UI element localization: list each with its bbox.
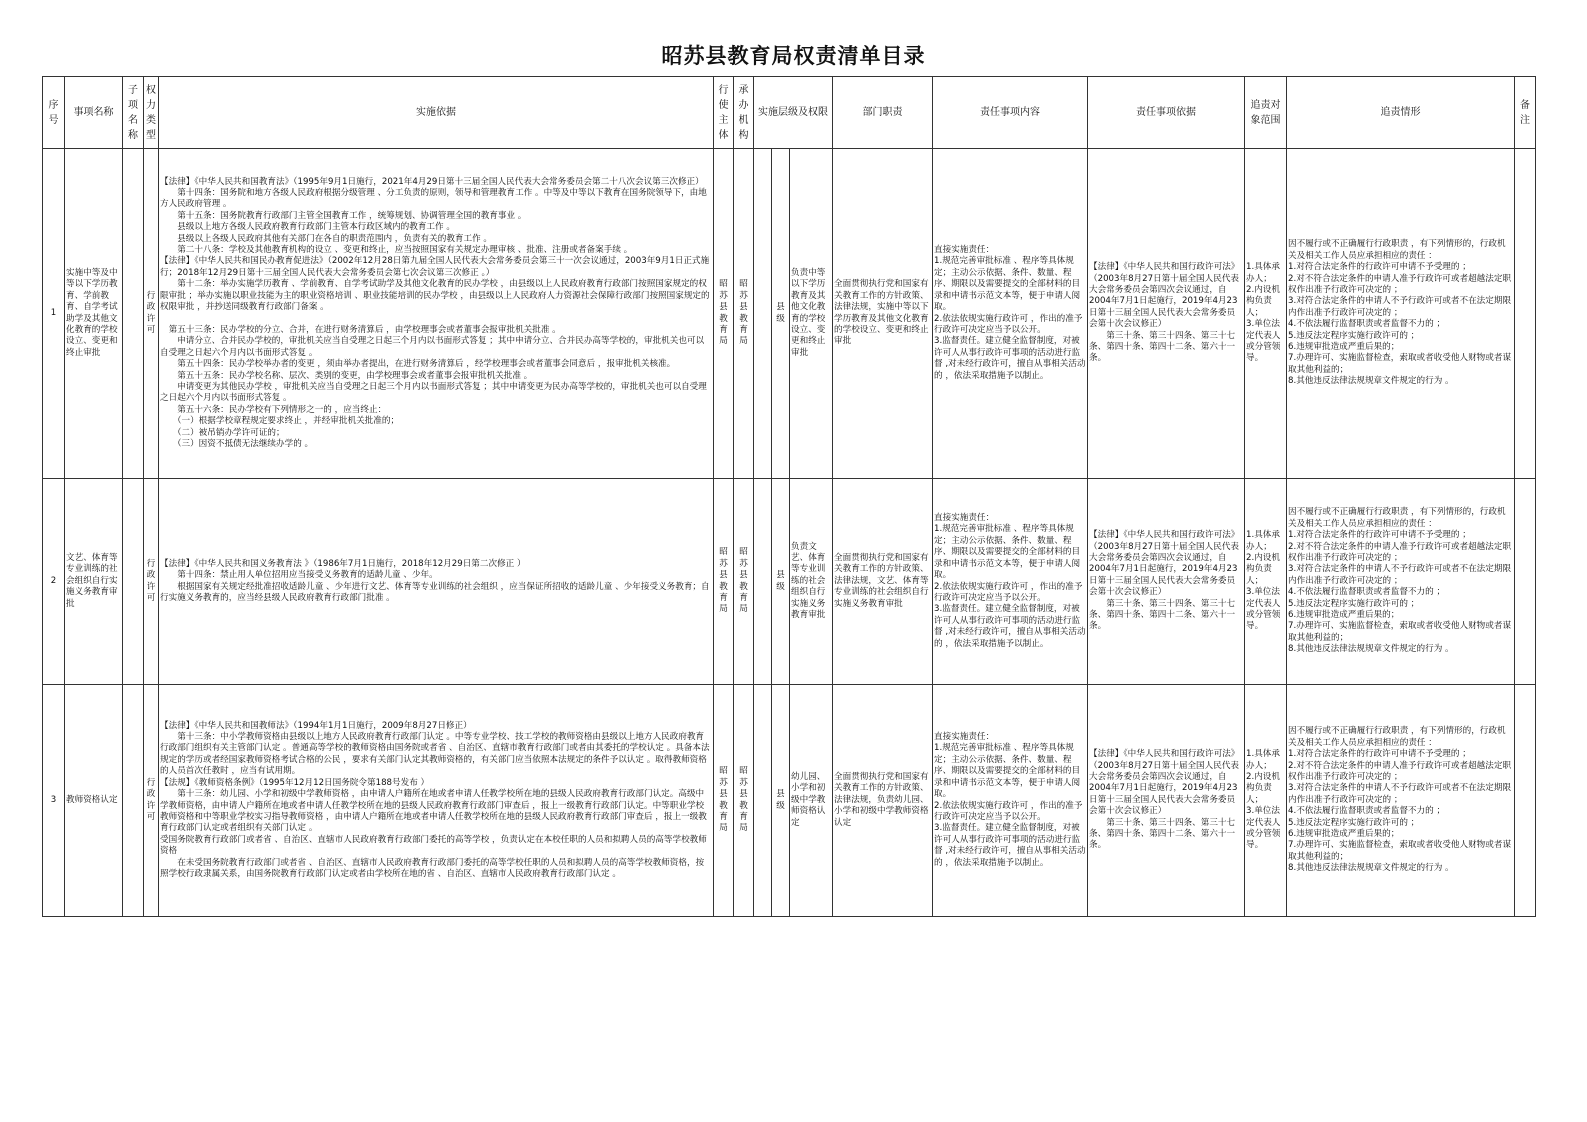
row-basis: 【法律】《中华人民共和国教师法》（1994年1月1日施行，2009年8月27日修正） 第十三条：中小学教师资格由县级以上地方人民政府教育行政部门认定 。中等专业学校、技工学校的教师资格由县级以上地方人民政府教育行政部门组织有关主管部门认定 。普通高等学校的教师资格由国务院或者省 、自治区、直辖市教育行政部门或者由其委托的学校认定 。具备本法规定的学历或者经国家教师资格考试合格的公民 ，要求有关部门认定其教师资格的，有关部门应当依照本法规定的条件予以认定 。取得教师资格的人员首次任教时 ，应当有试用期。 【法规】《教师资格条例》（1995年12月12日国务院令第188号发布 ） 第十三条：幼儿园、小学和初级中学教师资格 ，由申请人户籍所在地或者申请人任教学校所在地的县级人民政府教育行政部门认定。高级中学教师资格，由申请人户籍所在地或者申请人任教学校所在地的县级人民政府教育行政部门审查后 ，报上一级教育行政部门认定。中等职业学校教师资格和中等职业学校实习指导教师资格 ，由申请人户籍所在地或者申请人任教学校所在地的县级人民政府教育行政部门审查后 ，报上一级教育行政部门认定或者组织有关部门认定 。 受国务院教育行政部门或者省 、自治区、直辖市人民政府教育行政部门委托的高等学校 ，负责认定在本校任职的人员和拟聘人员的高等学校教师资格 在未受国务院教育行政部门或者省 、自治区、直辖市人民政府教育行政部门委托的高等学校任职的人员和拟聘人员的高等学校教师资格，按照学校行政隶属关系，由国务院教育行政部门认定或者由学校所在地的省 、自治区、直辖市人民政府教育行政部门认定 。 [159,685,714,917]
row-level: 县级 [772,149,790,479]
row-accountability-range: 1.具体承办人； 2.内设机构负责人； 3.单位法定代表人或分管领导。 [1245,479,1287,685]
row-level-scope: 负责中等以下学历教育及其他文化教育的学校设立、变更和终止审批 [790,149,833,479]
header-range: 追责对象范围 [1245,77,1287,149]
header-basis: 实施依据 [159,77,714,149]
responsibility-table [42,76,1536,917]
row-duty-content: 直接实施责任： 1.规范完善审批标准 、程序等具体规定；主动公示依据、条件、数量、程序、期限以及需要提交的全部材料的目录和申请书示范文本等，便于申请人阅取。 2.依法依规实施行政许可 ，作出的准予行政许可决定应当予以公开。 3.监督责任。建立健全监督制度，对被许可人从事行政许可事项的活动进行监督 ,对未经行政许可，擅自从事相关活动的 ，依法采取措施予以制止。 [933,479,1088,685]
header-dept: 部门职责 [833,77,933,149]
header-duty-basis: 责任事项依据 [1088,77,1245,149]
row-basis: 【法律】《中华人民共和国教育法》（1995年9月1日施行，2021年4月29日第十三届全国人民代表大会常务委员会第二十八次会议第三次修正） 第十四条：国务院和地方各级人民政府根据分级管理 、分工负责的原则，领导和管理教育工作 。中等及中等以下教育在国务院领导下，由地方人民政府管理 。 第十五条：国务院教育行政部门主管全国教育工作 ，统筹规划、协调管理全国的教育事业 。 县级以上地方各级人民政府教育行政部门主管本行政区域内的教育工作 。 县级以上各级人民政府其他有关部门在各自的职责范围内 ，负责有关的教育工作 。 第二十八条：学校及其他教育机构的设立 、变更和终止，应当按照国家有关规定办理审核 、批准、注册或者备案手续 。 【法律】《中华人民共和国民办教育促进法》（2002年12月28日第九届全国人民代表大会常务委员会第三十一次会议通过，2003年9月1日正式施行；2018年12月29日第十三届全国人民代表大会常务委员会第七次会议第三次修正 。） 第十二条：举办实施学历教育 、学前教育、自学考试助学及其他文化教育的民办学校 ，由县级以上人民政府教育行政部门按照国家规定的权限审批 ；举办实施以职业技能为主的职业资格培训 、职业技能培训的民办学校 ，由县级以上人民政府人力资源社会保障行政部门按照国家规定的权限审批 ，并抄送同级教育行政部门备案 。 第五十三条：民办学校的分立、合并，在进行财务清算后 ，由学校理事会或者董事会报审批机关批准 。 申请分立、合并民办学校的，审批机关应当自受理之日起三个月内以书面形式答复 ；其中申请分立、合并民办高等学校的，审批机关也可以自受理之日起六个月内以书面形式答复 。 第五十四条：民办学校举办者的变更 ，须由举办者提出，在进行财务清算后 ，经学校理事会或者董事会同意后 ，报审批机关核准。 第五十五条：民办学校名称、层次、类别的变更，由学校理事会或者董事会报审批机关批准 。 申请变更为其他民办学校 ，审批机关应当自受理之日起三个月内以书面形式答复 ；其中申请变更为民办高等学校的，审批机关也可以自受理之日起六个月内以书面形式答复 。 第五十六条：民办学校有下列情形之一的 ，应当终止： （一）根据学校章程规定要求终止 ，并经审批机关批准的； （二）被吊销办学许可证的； （三）因资不抵债无法继续办学的 。 [159,149,714,479]
row-note [1515,479,1536,685]
row-org: 昭苏县教育局 [734,479,754,685]
header-level: 实施层级及权限 [754,77,833,149]
table-row [43,479,1536,685]
row-dept-duty: 全面贯彻执行党和国家有关教育工作的方针政策、法律法规，文艺、体育等专业训练的社会组织自行实施义务教育审批 [833,479,933,685]
header-subject: 行使主体 [714,77,734,149]
row-level-blank [754,685,772,917]
row-sub-name [123,685,144,917]
row-dept-duty: 全面贯彻执行党和国家有关教育工作的方针政策、法律法规，实施中等以下学历教育及其他文化教育的学校设立、变更和终止审批 [833,149,933,479]
header-org: 承办机构 [734,77,754,149]
header-note: 备注 [1515,77,1536,149]
row-level-blank [754,149,772,479]
row-basis: 【法律】《中华人民共和国义务教育法 》（1986年7月1日施行，2018年12月29日第二次修正 ） 第十四条：禁止用人单位招用应当接受义务教育的适龄儿童 、少年。 根据国家有关规定经批准招收适龄儿童 、少年进行文艺、体育等专业训练的社会组织 ，应当保证所招收的适龄儿童 、少年接受义务教育；自行实施义务教育的，应当经县级人民政府教育行政部门批准 。 [159,479,714,685]
row-item-name: 教师资格认定 [65,685,123,917]
row-accountability-situation: 因不履行或不正确履行行政职责 ，有下列情形的，行政机关及相关工作人员应承担相应的责任 ： 1.对符合法定条件的行政许可申请不予受理的 ； 2.对不符合法定条件的申请人准予行政许可或者超越法定职权作出准予行政许可决定的 ； 3.对符合法定条件的申请人不予行政许可或者不在法定期限内作出准予行政许可决定的 ； 4.不依法履行监督职责或者监督不力的 ； 5.违反法定程序实施行政许可的 ； 6.违规审批造成严重后果的； 7.办理许可、实施监督检查，索取或者收受他人财物或者谋取其他利益的； 8.其他违反法律法规规章文件规定的行为 。 [1287,685,1515,917]
row-item-name: 文艺、体育等专业训练的社会组织自行实施义务教育审批 [65,479,123,685]
row-note [1515,149,1536,479]
row-accountability-situation: 因不履行或不正确履行行政职责 ，有下列情形的，行政机关及相关工作人员应承担相应的责任 ： 1.对符合法定条件的行政许可申请不予受理的 ； 2.对不符合法定条件的申请人准予行政许可或者超越法定职权作出准予行政许可决定的 ； 3.对符合法定条件的申请人不予行政许可或者不在法定期限内作出准予行政许可决定的 ； 4.不依法履行监督职责或者监督不力的 ； 5.违反法定程序实施行政许可的 ； 6.违规审批造成严重后果的； 7.办理许可、实施监督检查，索取或者收受他人财物或者谋取其他利益的； 8.其他违反法律法规规章文件规定的行为 。 [1287,479,1515,685]
row-org: 昭苏县教育局 [734,685,754,917]
header-sub: 子项名称 [123,77,144,149]
header-situation: 追责情形 [1287,77,1515,149]
row-seq: 3 [43,685,65,917]
table-header-row [43,77,1536,149]
row-accountability-range: 1.具体承办人； 2.内设机构负责人； 3.单位法定代表人或分管领导。 [1245,685,1287,917]
row-accountability-situation: 因不履行或不正确履行行政职责 ，有下列情形的，行政机关及相关工作人员应承担相应的责任 ： 1.对符合法定条件的行政许可申请不予受理的 ； 2.对不符合法定条件的申请人准予行政许可或者超越法定职权作出准予行政许可决定的 ； 3.对符合法定条件的申请人不予行政许可或者不在法定期限内作出准予行政许可决定的 ； 4.不依法履行监督职责或者监督不力的 ； 5.违反法定程序实施行政许可的 ； 6.违规审批造成严重后果的； 7.办理许可、实施监督检查，索取或者收受他人财物或者谋取其他利益的； 8.其他违反法律法规规章文件规定的行为 。 [1287,149,1515,479]
row-subject: 昭苏县教育局 [714,479,734,685]
row-power-type: 行政许可 [144,149,159,479]
header-name: 事项名称 [65,77,123,149]
row-org: 昭苏县教育局 [734,149,754,479]
row-duty-basis: 【法律】《中华人民共和国行政许可法》（2003年8月27日第十届全国人民代表大会常务委员会第四次会议通过，自2004年7月1日起施行，2019年4月23日第十三届全国人民代表大会常务委员会第十次会议修正） 第三十条、第三十四条、第三十七条、第四十条、第四十二条、第六十一条。 [1088,479,1245,685]
row-dept-duty: 全面贯彻执行党和国家有关教育工作的方针政策、法律法规，负责幼儿园、小学和初级中学教师资格认定 [833,685,933,917]
table-row [43,149,1536,479]
row-note [1515,685,1536,917]
row-level: 县级 [772,479,790,685]
table-row [43,685,1536,917]
row-duty-basis: 【法律】《中华人民共和国行政许可法》（2003年8月27日第十届全国人民代表大会常务委员会第四次会议通过，自2004年7月1日起施行，2019年4月23日第十三届全国人民代表大会常务委员会第十次会议修正） 第三十条、第三十四条、第三十七条、第四十条、第四十二条、第六十一条。 [1088,149,1245,479]
page-title: 昭苏县教育局权责清单目录 [661,43,926,68]
row-subject: 昭苏县教育局 [714,685,734,917]
row-sub-name [123,149,144,479]
row-power-type: 行政许可 [144,685,159,917]
row-level-scope: 负责文艺、体育等专业训练的社会组织自行实施义务教育审批 [790,479,833,685]
row-seq: 1 [43,149,65,479]
row-sub-name [123,479,144,685]
row-level-scope: 幼儿园、小学和初级中学教师资格认定 [790,685,833,917]
row-duty-basis: 【法律】《中华人民共和国行政许可法》（2003年8月27日第十届全国人民代表大会常务委员会第四次会议通过，自2004年7月1日起施行，2019年4月23日第十三届全国人民代表大会常务委员会第十次会议修正） 第三十条、第三十四条、第三十七条、第四十条、第四十二条、第六十一条。 [1088,685,1245,917]
row-duty-content: 直接实施责任： 1.规范完善审批标准 、程序等具体规定；主动公示依据、条件、数量、程序、期限以及需要提交的全部材料的目录和申请书示范文本等，便于申请人阅取。 2.依法依规实施行政许可 ，作出的准予行政许可决定应当予以公开。 3.监督责任。建立健全监督制度，对被许可人从事行政许可事项的活动进行监督 ,对未经行政许可，擅自从事相关活动的 ，依法采取措施予以制止。 [933,149,1088,479]
header-duty: 责任事项内容 [933,77,1088,149]
row-subject: 昭苏县教育局 [714,149,734,479]
header-type: 权力类型 [144,77,159,149]
header-seq: 序号 [43,77,65,149]
row-item-name: 实施中等及中等以下学历教育、学前教育、自学考试助学及其他文化教育的学校设立、变更和终止审批 [65,149,123,479]
row-level: 县级 [772,685,790,917]
row-duty-content: 直接实施责任： 1.规范完善审批标准 、程序等具体规定；主动公示依据、条件、数量、程序、期限以及需要提交的全部材料的目录和申请书示范文本等，便于申请人阅取。 2.依法依规实施行政许可 ，作出的准予行政许可决定应当予以公开。 3.监督责任。建立健全监督制度，对被许可人从事行政许可事项的活动进行监督 ,对未经行政许可，擅自从事相关活动的 ，依法采取措施予以制止。 [933,685,1088,917]
row-level-blank [754,479,772,685]
row-seq: 2 [43,479,65,685]
row-accountability-range: 1.具体承办人； 2.内设机构负责人； 3.单位法定代表人或分管领导。 [1245,149,1287,479]
row-power-type: 行政许可 [144,479,159,685]
